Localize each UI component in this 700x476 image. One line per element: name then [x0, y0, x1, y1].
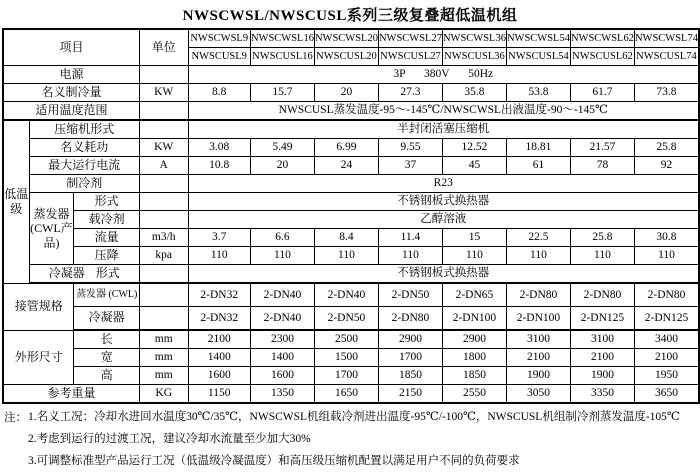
compressor-type-label: 压缩机形式: [29, 120, 139, 139]
width-value: 1400: [250, 349, 314, 367]
flow-label: 流量: [74, 229, 140, 247]
height-value: 1600: [188, 367, 250, 385]
condenser-type-label: 冷凝器 形式: [29, 265, 139, 284]
page-title: NWSCWSL/NWSCUSL系列三级复叠超低温机组: [182, 8, 518, 24]
temp-range-label: 适用温度范围: [3, 102, 139, 121]
row-power-input: [3, 139, 699, 157]
width-value: 1500: [314, 349, 378, 367]
row-length: [3, 330, 699, 349]
temp-range-value: NWSCUSL蒸发温度-95～-145℃/NWSCWSL出液温度-90～-145℃: [188, 102, 699, 121]
cooling-capacity-value: 53.8: [506, 84, 570, 102]
pressure-drop-unit: kpa: [139, 247, 188, 265]
model-header-u: NWSCUSL9: [188, 48, 250, 66]
pipe-evaporator-value: 2-DN50: [378, 283, 442, 307]
power-input-label: 名义耗功: [29, 139, 139, 157]
model-header-w: NWSCWSL74: [634, 29, 699, 48]
refrigerant-unit: [139, 175, 188, 193]
flow-value: 25.8: [570, 229, 634, 247]
model-header-w: NWSCWSL16: [250, 29, 314, 48]
flow-value: 30.8: [634, 229, 699, 247]
power-label: 电源: [3, 66, 139, 84]
pipe-condenser-value: 2-DN125: [570, 307, 634, 331]
notes-label: 注：: [4, 412, 27, 424]
weight-value: 1150: [188, 385, 250, 404]
power-value: 3P 380V 50Hz: [188, 66, 699, 84]
pipe-evaporator-value: 2-DN32: [188, 283, 250, 307]
power-input-unit: KW: [139, 139, 188, 157]
length-value: 3400: [634, 330, 699, 349]
pipe-evaporator-value: 2-DN80: [634, 283, 699, 307]
length-value: 3100: [506, 330, 570, 349]
height-value: 1900: [570, 367, 634, 385]
max-current-unit: A: [139, 157, 188, 175]
group-pipe-spec: 接管规格: [3, 283, 74, 330]
row-cooling-capacity: [3, 84, 699, 102]
width-value: 1700: [378, 349, 442, 367]
pipe-condenser-value: 2-DN125: [634, 307, 699, 331]
pressure-drop-value: 110: [314, 247, 378, 265]
height-value: 1850: [442, 367, 506, 385]
note-item: 1.名义工况：冷却水进回水温度30℃/35℃，NWSCWSL机组载冷剂进出温度-95℃/-100℃，NWSCUSL机组制冷剂蒸发温度-105℃: [28, 411, 680, 423]
pressure-drop-value: 110: [188, 247, 250, 265]
spec-table: [2, 28, 700, 404]
evap-type-value: 不锈钢板式换热器: [188, 193, 699, 211]
row-power: [3, 66, 699, 84]
refrigerant-value: R23: [188, 175, 699, 193]
compressor-type-unit: [139, 120, 188, 139]
model-header-u: NWSCUSL54: [506, 48, 570, 66]
weight-value: 2550: [442, 385, 506, 404]
power-input-value: 18.81: [506, 139, 570, 157]
height-label: 高: [74, 367, 140, 385]
cooling-capacity-value: 15.7: [250, 84, 314, 102]
cooling-capacity-value: 27.3: [378, 84, 442, 102]
length-value: 2900: [378, 330, 442, 349]
cooling-capacity-unit: KW: [139, 84, 188, 102]
max-current-label: 最大运行电流: [29, 157, 139, 175]
width-value: 1400: [188, 349, 250, 367]
weight-value: 3350: [570, 385, 634, 404]
max-current-value: 45: [442, 157, 506, 175]
height-value: 1900: [506, 367, 570, 385]
width-value: 2100: [570, 349, 634, 367]
weight-label: 参考重量: [3, 385, 139, 404]
flow-value: 22.5: [506, 229, 570, 247]
flow-value: 6.6: [250, 229, 314, 247]
condenser-type-unit: [139, 265, 188, 284]
coolant-label: 载冷剂: [74, 211, 140, 229]
row-compressor-type: [3, 120, 699, 139]
max-current-value: 92: [634, 157, 699, 175]
pressure-drop-value: 110: [634, 247, 699, 265]
pipe-condenser-value: 2-DN100: [506, 307, 570, 331]
header-row-1: [3, 29, 699, 48]
row-width: [3, 349, 699, 367]
temp-range-unit: [139, 102, 188, 121]
height-value: 1700: [314, 367, 378, 385]
row-height: [3, 367, 699, 385]
model-header-w: NWSCWSL20: [314, 29, 378, 48]
row-evap-type: [3, 193, 699, 211]
model-header-w: NWSCWSL27: [378, 29, 442, 48]
weight-value: 3050: [506, 385, 570, 404]
model-header-u: NWSCUSL74: [634, 48, 699, 66]
width-value: 1800: [442, 349, 506, 367]
model-header-w: NWSCWSL54: [506, 29, 570, 48]
power-input-value: 12.52: [442, 139, 506, 157]
row-condenser-type: [3, 265, 699, 284]
row-flow: [3, 229, 699, 247]
cooling-capacity-value: 8.8: [188, 84, 250, 102]
model-header-u: NWSCUSL27: [378, 48, 442, 66]
length-value: 2500: [314, 330, 378, 349]
refrigerant-label: 制冷剂: [29, 175, 139, 193]
pipe-evaporator-value: 2-DN80: [570, 283, 634, 307]
flow-unit: m3/h: [139, 229, 188, 247]
weight-value: 2150: [378, 385, 442, 404]
model-header-u: NWSCUSL36: [442, 48, 506, 66]
group-dimensions: 外形尺寸: [3, 330, 74, 385]
weight-unit: KG: [139, 385, 188, 404]
weight-value: 1350: [250, 385, 314, 404]
notes: [0, 404, 700, 476]
condenser-type-value: 不锈钢板式换热器: [188, 265, 699, 284]
length-value: 3100: [570, 330, 634, 349]
flow-value: 8.4: [314, 229, 378, 247]
weight-value: 1650: [314, 385, 378, 404]
model-header-w: NWSCWSL36: [442, 29, 506, 48]
width-value: 2100: [506, 349, 570, 367]
max-current-value: 61: [506, 157, 570, 175]
row-max-current: [3, 157, 699, 175]
compressor-type-value: 半封闭活塞压缩机: [188, 120, 699, 139]
weight-value: 3650: [634, 385, 699, 404]
cooling-capacity-label: 名义制冷量: [3, 84, 139, 102]
pipe-evaporator-value: 2-DN40: [314, 283, 378, 307]
width-unit: mm: [139, 349, 188, 367]
length-unit: mm: [139, 330, 188, 349]
evap-type-label: 形式: [74, 193, 140, 211]
group-evaporator: 蒸发器(CWL产品): [29, 193, 74, 265]
width-value: 2100: [634, 349, 699, 367]
cooling-capacity-value: 35.8: [442, 84, 506, 102]
note-item: 3.可调整标准型产品运行工况（低温级冷凝温度）和高压级压缩机配置以满足用户不同的负荷要求: [28, 454, 520, 467]
height-value: 1850: [378, 367, 442, 385]
coolant-unit: [139, 211, 188, 229]
model-header-u: NWSCUSL62: [570, 48, 634, 66]
max-current-value: 10.8: [188, 157, 250, 175]
length-value: 2100: [188, 330, 250, 349]
max-current-value: 78: [570, 157, 634, 175]
width-label: 宽: [74, 349, 140, 367]
flow-value: 11.4: [378, 229, 442, 247]
pipe-evaporator-value: 2-DN80: [506, 283, 570, 307]
cooling-capacity-value: 61.7: [570, 84, 634, 102]
max-current-value: 20: [250, 157, 314, 175]
row-temp-range: [3, 102, 699, 121]
notes-items: [28, 410, 680, 476]
height-unit: mm: [139, 367, 188, 385]
pressure-drop-value: 110: [570, 247, 634, 265]
flow-value: 3.7: [188, 229, 250, 247]
power-input-value: 6.99: [314, 139, 378, 157]
note-item: 2.考虑到运行的过渡工况，建议冷却水流量至少加大30%: [28, 432, 311, 445]
cooling-capacity-value: 73.8: [634, 84, 699, 102]
height-value: 1600: [250, 367, 314, 385]
model-header-w: NWSCWSL9: [188, 29, 250, 48]
height-value: 1950: [634, 367, 699, 385]
row-coolant: [3, 211, 699, 229]
pipe-condenser-label: 冷凝器: [74, 307, 140, 331]
pipe-evaporator-unit: [139, 283, 188, 307]
power-input-value: 5.49: [250, 139, 314, 157]
evap-type-unit: [139, 193, 188, 211]
power-input-value: 25.8: [634, 139, 699, 157]
group-low-temp-stage: 低温级: [3, 120, 29, 283]
item-header: 项目: [3, 29, 139, 66]
pipe-evaporator-label: 蒸发器 (CWL): [74, 283, 140, 307]
pipe-condenser-unit: [139, 307, 188, 331]
coolant-value: 乙醇溶液: [188, 211, 699, 229]
length-label: 长: [74, 330, 140, 349]
pressure-drop-label: 压降: [74, 247, 140, 265]
row-refrigerant: [3, 175, 699, 193]
pipe-evaporator-value: 2-DN40: [250, 283, 314, 307]
pipe-condenser-value: 2-DN40: [250, 307, 314, 331]
length-value: 2900: [442, 330, 506, 349]
pressure-drop-value: 110: [250, 247, 314, 265]
pipe-condenser-value: 2-DN100: [442, 307, 506, 331]
model-header-u: NWSCUSL16: [250, 48, 314, 66]
model-header-w: NWSCWSL62: [570, 29, 634, 48]
unit-header: 单位: [139, 29, 188, 66]
max-current-value: 24: [314, 157, 378, 175]
power-input-value: 9.55: [378, 139, 442, 157]
pipe-evaporator-value: 2-DN65: [442, 283, 506, 307]
max-current-value: 37: [378, 157, 442, 175]
pipe-condenser-value: 2-DN80: [378, 307, 442, 331]
pressure-drop-value: 110: [378, 247, 442, 265]
cooling-capacity-value: 20: [314, 84, 378, 102]
row-weight: [3, 385, 699, 404]
pipe-condenser-value: 2-DN32: [188, 307, 250, 331]
power-unit: [139, 66, 188, 84]
row-pressure-drop: [3, 247, 699, 265]
model-header-u: NWSCUSL20: [314, 48, 378, 66]
row-pipe-condenser: [3, 307, 699, 331]
power-input-value: 3.08: [188, 139, 250, 157]
length-value: 2300: [250, 330, 314, 349]
row-pipe-evaporator: [3, 283, 699, 307]
pipe-condenser-value: 2-DN50: [314, 307, 378, 331]
flow-value: 15: [442, 229, 506, 247]
power-input-value: 21.57: [570, 139, 634, 157]
pressure-drop-value: 110: [506, 247, 570, 265]
pressure-drop-value: 110: [442, 247, 506, 265]
